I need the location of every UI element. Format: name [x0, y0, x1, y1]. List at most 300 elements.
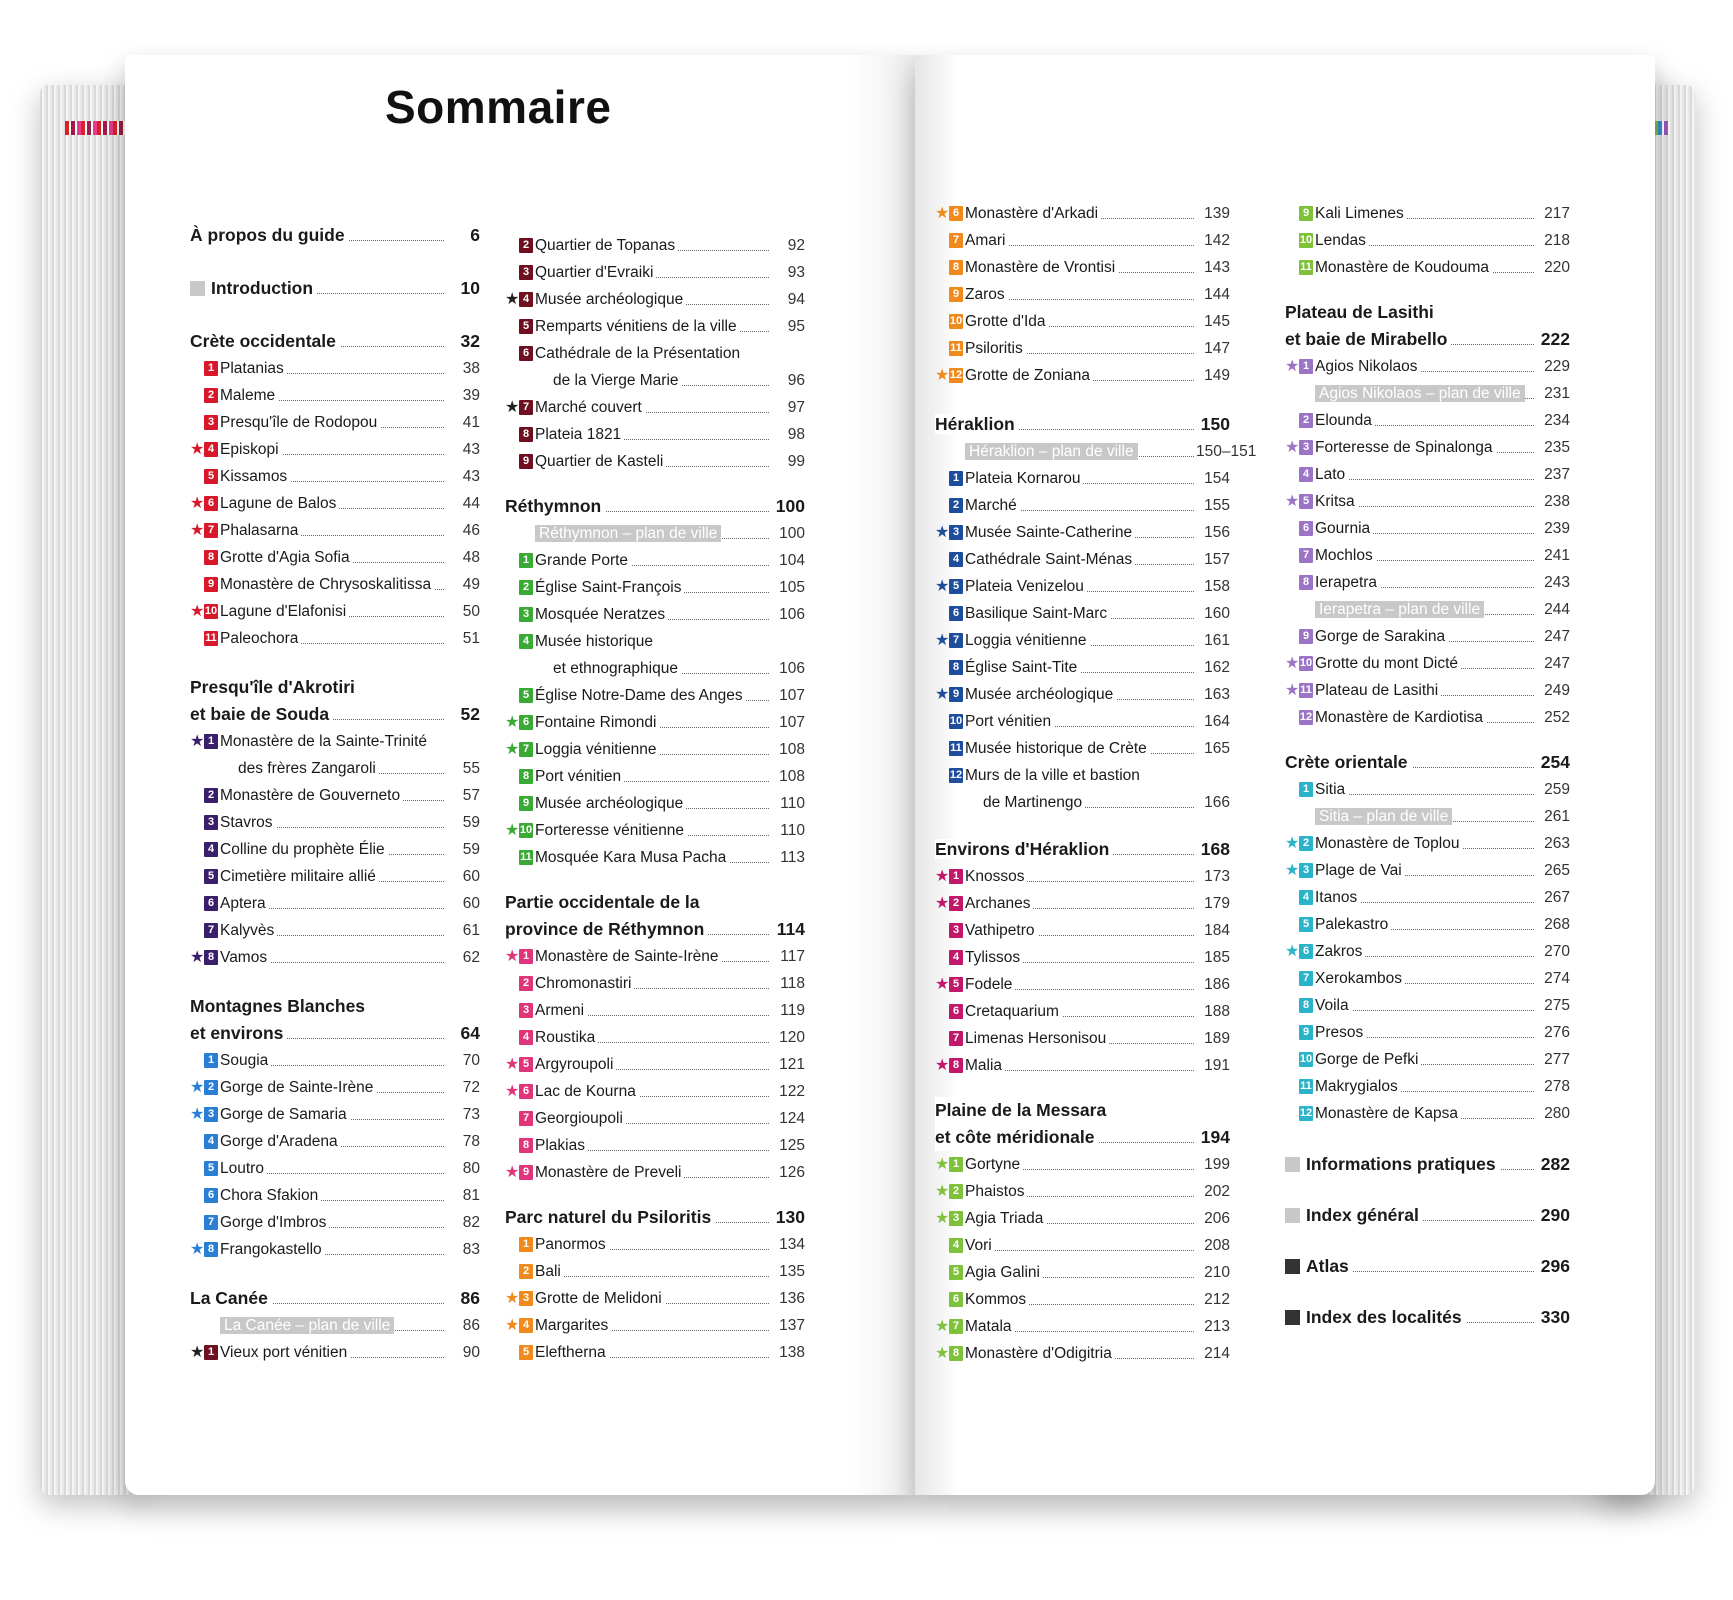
section-title-text: Plateau de Lasithi: [1285, 302, 1434, 322]
toc-entry[interactable]: [935, 438, 1257, 465]
entry-number-badge: 1: [204, 734, 218, 749]
entry-number-badge: 3: [204, 1107, 218, 1122]
toc-entry[interactable]: [190, 1209, 480, 1236]
toc-entry[interactable]: [1285, 776, 1570, 803]
section-heading[interactable]: [1285, 299, 1570, 353]
entry-number-badge: 1: [1299, 782, 1313, 797]
entry-number-badge: 4: [519, 1318, 533, 1333]
toc-entry[interactable]: [505, 1231, 805, 1258]
page-number: 135: [779, 1263, 805, 1280]
toc-entry[interactable]: [190, 728, 480, 755]
toc-entry[interactable]: [190, 836, 480, 863]
toc-entry[interactable]: [935, 1151, 1230, 1178]
toc-entry[interactable]: [505, 628, 805, 655]
entry-number-badge: 2: [204, 788, 218, 803]
toc-entry[interactable]: [505, 286, 805, 313]
toc-entry[interactable]: [190, 355, 480, 382]
star-icon: ★: [190, 1241, 205, 1258]
entry-number-badge: 12: [1299, 1107, 1313, 1119]
star-icon: ★: [935, 367, 950, 384]
page-number: 164: [1204, 713, 1230, 730]
entry-label: Loggia vénitienne: [535, 741, 660, 758]
page-number: 43: [462, 441, 480, 458]
toc-entry[interactable]: [505, 655, 805, 682]
toc-entry[interactable]: [190, 571, 480, 598]
star-icon: ★: [505, 741, 520, 758]
section-title: [190, 225, 349, 245]
toc-entry[interactable]: [1285, 704, 1570, 731]
entry-number-badge: 2: [204, 388, 218, 403]
toc-entry[interactable]: [935, 627, 1230, 654]
entry-label: Monastère de Koudouma: [1315, 259, 1492, 276]
entry-number-badge: 4: [204, 1134, 218, 1149]
entry-number-badge: 7: [1299, 548, 1313, 563]
toc-entry[interactable]: [190, 598, 480, 625]
entry-label: Monastère d'Odigitria: [965, 1345, 1115, 1362]
entry-number-badge: 4: [519, 292, 533, 307]
entry-label: Gorge d'Aradena: [220, 1133, 341, 1150]
toc-entry[interactable]: [935, 1052, 1230, 1079]
entry-label: Georgioupoli: [535, 1110, 626, 1127]
page-number: 142: [1204, 232, 1230, 249]
toc-entry[interactable]: [1285, 407, 1570, 434]
entry-number-badge: 5: [204, 469, 218, 484]
entry-label: Mosquée Kara Musa Pacha: [535, 849, 729, 866]
page-number: 108: [779, 741, 805, 758]
page-number: 267: [1544, 889, 1570, 906]
section-heading[interactable]: [190, 222, 480, 249]
section-page-number: 222: [1540, 329, 1570, 349]
section-heading[interactable]: [505, 493, 805, 520]
toc-entry[interactable]: [935, 917, 1230, 944]
toc-entry[interactable]: [1285, 857, 1570, 884]
entry-label: Vamos: [220, 949, 270, 966]
toc-entry[interactable]: [505, 259, 805, 286]
section-heading[interactable]: [1285, 749, 1570, 776]
entry-label: Vori: [965, 1237, 995, 1254]
toc-entry[interactable]: [935, 600, 1230, 627]
page-number: 247: [1544, 628, 1570, 645]
toc-entry[interactable]: [1285, 488, 1570, 515]
entry-number-badge: 3: [949, 525, 963, 540]
toc-entry[interactable]: [1285, 200, 1570, 227]
toc-entry[interactable]: [1285, 254, 1570, 281]
toc-entry[interactable]: [190, 890, 480, 917]
entry-number-badge: 7: [949, 233, 963, 248]
page-number: 150–151: [1196, 443, 1257, 460]
page-number: 59: [462, 814, 480, 831]
toc-entry[interactable]: [1285, 623, 1570, 650]
toc-entry[interactable]: [505, 340, 805, 367]
toc-entry[interactable]: [505, 790, 805, 817]
toc-column-3: [935, 200, 1257, 1367]
section-heading[interactable]: [190, 328, 480, 355]
section-heading[interactable]: [190, 674, 480, 728]
page-number: 237: [1544, 466, 1570, 483]
toc-entry[interactable]: [505, 943, 805, 970]
entry-number-badge: 8: [204, 550, 218, 565]
toc-entry[interactable]: [935, 200, 1230, 227]
page-number: 100: [779, 525, 805, 542]
toc-entry[interactable]: [505, 817, 805, 844]
toc-entry[interactable]: [1285, 380, 1570, 407]
entry-label: Église Saint-Tite: [965, 659, 1080, 676]
toc-entry[interactable]: [505, 1051, 805, 1078]
toc-entry[interactable]: [935, 681, 1230, 708]
entry-number-badge: 9: [949, 687, 963, 702]
toc-entry[interactable]: [935, 1259, 1230, 1286]
section-title-text: Montagnes Blanches: [190, 996, 366, 1016]
section-title-text: Partie occidentale de la: [505, 892, 700, 912]
toc-entry[interactable]: [935, 1205, 1230, 1232]
entry-label: Xerokambos: [1315, 970, 1405, 987]
entry-number-badge: 6: [519, 346, 533, 361]
star-icon: ★: [1285, 682, 1300, 699]
toc-entry[interactable]: [190, 782, 480, 809]
toc-entry[interactable]: [935, 863, 1230, 890]
toc-entry[interactable]: [1285, 1100, 1570, 1127]
entry-number-badge: 6: [1299, 944, 1313, 959]
toc-entry[interactable]: [1285, 596, 1570, 623]
toc-entry[interactable]: [190, 1155, 480, 1182]
toc-entry[interactable]: [190, 490, 480, 517]
star-icon: ★: [505, 1290, 520, 1307]
section-page-number: 296: [1540, 1256, 1570, 1276]
toc-entry[interactable]: [505, 1312, 805, 1339]
entry-number-badge: 10: [949, 315, 963, 327]
section-square-icon: [1285, 1259, 1300, 1274]
toc-entry[interactable]: [190, 409, 480, 436]
entry-label: Monastère de Sainte-Irène: [535, 948, 722, 965]
toc-entry[interactable]: [505, 970, 805, 997]
toc-entry[interactable]: [935, 1340, 1230, 1367]
toc-entry[interactable]: [190, 1236, 480, 1263]
entry-label: Phaistos: [965, 1183, 1027, 1200]
toc-entry[interactable]: [505, 367, 805, 394]
toc-entry[interactable]: [1285, 938, 1570, 965]
toc-entry[interactable]: [190, 1128, 480, 1155]
entry-label: Phalasarna: [220, 522, 301, 539]
toc-entry[interactable]: [935, 998, 1230, 1025]
section-title-text: Index général: [1306, 1205, 1419, 1225]
section-heading[interactable]: [1285, 1304, 1570, 1331]
toc-entry[interactable]: [505, 736, 805, 763]
toc-entry[interactable]: [505, 232, 805, 259]
toc-entry[interactable]: [190, 755, 480, 782]
toc-entry[interactable]: [190, 1312, 480, 1339]
toc-entry[interactable]: [935, 227, 1230, 254]
page-number: 136: [779, 1290, 805, 1307]
entry-number-badge: 2: [1299, 836, 1313, 851]
toc-entry[interactable]: [935, 1313, 1230, 1340]
toc-entry[interactable]: [935, 944, 1230, 971]
page-number: 110: [780, 822, 805, 839]
star-icon: ★: [505, 1056, 520, 1073]
toc-entry[interactable]: [505, 1258, 805, 1285]
toc-entry[interactable]: [935, 762, 1230, 789]
entry-number-badge: 4: [519, 1030, 533, 1045]
toc-entry[interactable]: [1285, 353, 1570, 380]
section-heading[interactable]: [1285, 1202, 1570, 1229]
section-title-text: À propos du guide: [190, 225, 345, 245]
toc-entry[interactable]: [505, 421, 805, 448]
page-number: 57: [462, 787, 480, 804]
toc-entry[interactable]: [505, 1132, 805, 1159]
toc-entry[interactable]: [935, 708, 1230, 735]
toc-entry[interactable]: [505, 1285, 805, 1312]
toc-entry[interactable]: [1285, 542, 1570, 569]
section-heading[interactable]: [1285, 1151, 1570, 1178]
toc-entry[interactable]: [1285, 650, 1570, 677]
toc-entry[interactable]: [505, 709, 805, 736]
toc-entry[interactable]: [935, 519, 1230, 546]
toc-entry[interactable]: [505, 997, 805, 1024]
toc-entry[interactable]: [505, 1105, 805, 1132]
page-number: 72: [462, 1079, 480, 1096]
entry-number-badge: 6: [519, 715, 533, 730]
toc-entry[interactable]: [505, 1339, 805, 1366]
entry-label: Grotte de Melidoni: [535, 1290, 665, 1307]
entry-number-badge: 11: [1300, 1080, 1312, 1092]
entry-number-badge: 1: [204, 361, 218, 376]
toc-entry[interactable]: [190, 1101, 480, 1128]
entry-label: Grotte d'Agia Sofia: [220, 549, 353, 566]
toc-entry[interactable]: [935, 654, 1230, 681]
entry-label: Kommos: [965, 1291, 1029, 1308]
entry-label: Gorge d'Imbros: [220, 1214, 329, 1231]
page-number: 139: [1204, 205, 1230, 222]
page-number: 238: [1544, 493, 1570, 510]
section-square-icon: [1285, 1208, 1300, 1223]
toc-entry[interactable]: [935, 254, 1230, 281]
page-number: 189: [1204, 1030, 1230, 1047]
city-map-link: La Canée – plan de ville: [220, 1317, 394, 1334]
section-page-number: 114: [776, 919, 805, 939]
entry-label: Loutro: [220, 1160, 267, 1177]
section-title-text: Index des localités: [1306, 1307, 1462, 1327]
toc-entry[interactable]: [1285, 830, 1570, 857]
entry-number-badge: 4: [204, 442, 218, 457]
toc-entry[interactable]: [1285, 884, 1570, 911]
page-number: 214: [1204, 1345, 1230, 1362]
page-number: 86: [462, 1317, 480, 1334]
page-number: 277: [1544, 1051, 1570, 1068]
page-number: 106: [779, 660, 805, 677]
page-number: 166: [1204, 794, 1230, 811]
star-icon: ★: [935, 524, 950, 541]
toc-entry[interactable]: [1285, 1019, 1570, 1046]
section-title: [935, 1097, 1194, 1124]
entry-label: Murs de la ville et bastion: [965, 767, 1143, 784]
toc-entry[interactable]: [190, 863, 480, 890]
page-number: 118: [780, 975, 805, 992]
section-heading[interactable]: [1285, 1253, 1570, 1280]
toc-entry[interactable]: [935, 362, 1230, 389]
entry-label: des frères Zangaroli: [220, 760, 379, 777]
entry-number-badge: 8: [519, 769, 533, 784]
section-square-icon: [190, 281, 205, 296]
toc-entry[interactable]: [935, 1232, 1230, 1259]
toc-entry[interactable]: [935, 1025, 1230, 1052]
toc-entry[interactable]: [190, 1047, 480, 1074]
toc-entry[interactable]: [1285, 434, 1570, 461]
entry-label: Limenas Hersonisou: [965, 1030, 1109, 1047]
toc-entry[interactable]: [190, 1339, 480, 1366]
toc-entry[interactable]: [190, 544, 480, 571]
entry-label: Panormos: [535, 1236, 609, 1253]
star-icon: ★: [935, 1156, 950, 1173]
entry-label: de Martinengo: [965, 794, 1085, 811]
entry-label: Paleochora: [220, 630, 301, 647]
toc-entry[interactable]: [1285, 1073, 1570, 1100]
entry-number-badge: 1: [1299, 359, 1313, 374]
toc-entry[interactable]: [935, 1286, 1230, 1313]
page-number: 138: [779, 1344, 805, 1361]
toc-entry[interactable]: [935, 281, 1230, 308]
entry-number-badge: 9: [1299, 629, 1313, 644]
entry-number-badge: 5: [1299, 917, 1313, 932]
section-title-line2: et baie de Mirabello: [1285, 326, 1451, 353]
toc-entry[interactable]: [505, 448, 805, 475]
toc-entry[interactable]: [1285, 677, 1570, 704]
entry-label: Chora Sfakion: [220, 1187, 321, 1204]
entry-number-badge: 8: [519, 1138, 533, 1153]
entry-label: Gorge de Sarakina: [1315, 628, 1448, 645]
entry-label: Marché: [965, 497, 1020, 514]
toc-entry[interactable]: [505, 1078, 805, 1105]
page-number: 106: [779, 606, 805, 623]
entry-number-badge: 8: [949, 660, 963, 675]
entry-label: Basilique Saint-Marc: [965, 605, 1110, 622]
toc-entry[interactable]: [190, 944, 480, 971]
toc-entry[interactable]: [505, 601, 805, 628]
toc-entry[interactable]: [935, 308, 1230, 335]
toc-entry[interactable]: [190, 625, 480, 652]
section-heading[interactable]: [505, 1204, 805, 1231]
entry-label: Kali Limenes: [1315, 205, 1407, 222]
entry-number-badge: 1: [949, 1157, 963, 1172]
page-number: 107: [779, 687, 805, 704]
toc-entry[interactable]: [505, 520, 805, 547]
toc-entry[interactable]: [505, 574, 805, 601]
toc-entry[interactable]: [190, 382, 480, 409]
toc-entry[interactable]: [1285, 992, 1570, 1019]
toc-entry[interactable]: [505, 394, 805, 421]
entry-number-badge: 8: [519, 427, 533, 442]
toc-entry[interactable]: [1285, 911, 1570, 938]
toc-entry[interactable]: [935, 335, 1230, 362]
toc-entry[interactable]: [1285, 461, 1570, 488]
section-page-number: 64: [460, 1023, 480, 1043]
section-title: [1285, 752, 1412, 772]
toc-entry[interactable]: [1285, 1046, 1570, 1073]
entry-number-badge: 2: [204, 1080, 218, 1095]
toc-entry[interactable]: [505, 844, 805, 871]
toc-entry[interactable]: [505, 547, 805, 574]
toc-entry[interactable]: [935, 465, 1230, 492]
page-number: 48: [462, 549, 480, 566]
section-heading[interactable]: [190, 993, 480, 1047]
section-heading[interactable]: [935, 1097, 1230, 1151]
section-title: [505, 889, 769, 916]
toc-entry[interactable]: [935, 735, 1230, 762]
entry-number-badge: 12: [949, 769, 963, 781]
page-number: 51: [462, 630, 480, 647]
entry-number-badge: 2: [1299, 413, 1313, 428]
section-page-number: 282: [1540, 1154, 1570, 1174]
toc-entry[interactable]: [190, 917, 480, 944]
section-heading[interactable]: [935, 411, 1230, 438]
toc-entry[interactable]: [935, 971, 1230, 998]
toc-entry[interactable]: [935, 789, 1230, 816]
toc-column-1: [190, 222, 480, 1366]
entry-number-badge: 8: [949, 1058, 963, 1073]
page-number: 280: [1544, 1105, 1570, 1122]
toc-entry[interactable]: [1285, 569, 1570, 596]
toc-entry[interactable]: [505, 763, 805, 790]
section-heading[interactable]: [190, 1285, 480, 1312]
toc-entry[interactable]: [1285, 227, 1570, 254]
page-number: 39: [462, 387, 480, 404]
entry-label: Gorge de Sainte-Irène: [220, 1079, 376, 1096]
star-icon: ★: [935, 1345, 950, 1362]
star-icon: ★: [505, 291, 520, 308]
toc-entry[interactable]: [190, 463, 480, 490]
entry-label: Monastère d'Arkadi: [965, 205, 1101, 222]
entry-label: Grande Porte: [535, 552, 631, 569]
entry-label: Margarites: [535, 1317, 611, 1334]
toc-entry[interactable]: [505, 1159, 805, 1186]
toc-entry[interactable]: [190, 1074, 480, 1101]
toc-entry[interactable]: [935, 573, 1230, 600]
entry-label: Lendas: [1315, 232, 1369, 249]
toc-entry[interactable]: [190, 436, 480, 463]
entry-number-badge: 1: [204, 1053, 218, 1068]
page-number: 134: [779, 1236, 805, 1253]
page-number: 208: [1204, 1237, 1230, 1254]
toc-entry[interactable]: [505, 682, 805, 709]
toc-entry[interactable]: [1285, 965, 1570, 992]
toc-entry[interactable]: [190, 809, 480, 836]
toc-entry[interactable]: [1285, 515, 1570, 542]
entry-number-badge: 3: [519, 607, 533, 622]
section-page-number: 100: [775, 496, 805, 516]
toc-entry[interactable]: [935, 890, 1230, 917]
toc-entry[interactable]: [190, 517, 480, 544]
toc-entry[interactable]: [1285, 803, 1570, 830]
star-icon: ★: [935, 1210, 950, 1227]
section-heading[interactable]: [190, 275, 480, 302]
toc-entry[interactable]: [935, 546, 1230, 573]
section-heading[interactable]: [505, 889, 805, 943]
toc-entry[interactable]: [935, 492, 1230, 519]
entry-label: Église Notre-Dame des Anges: [535, 687, 746, 704]
toc-entry[interactable]: [505, 313, 805, 340]
entry-label: Monastère de Preveli: [535, 1164, 684, 1181]
dot-leader: [535, 1276, 769, 1277]
section-title: [1285, 1154, 1500, 1174]
section-heading[interactable]: [935, 836, 1230, 863]
toc-entry[interactable]: [190, 1182, 480, 1209]
entry-label: Plakias: [535, 1137, 588, 1154]
page-number: 234: [1544, 412, 1570, 429]
section-title-text: Héraklion: [935, 414, 1015, 434]
toc-entry[interactable]: [505, 1024, 805, 1051]
entry-label: Marché couvert: [535, 399, 645, 416]
page-number: 239: [1544, 520, 1570, 537]
toc-entry[interactable]: [935, 1178, 1230, 1205]
entry-label: Platanias: [220, 360, 287, 377]
